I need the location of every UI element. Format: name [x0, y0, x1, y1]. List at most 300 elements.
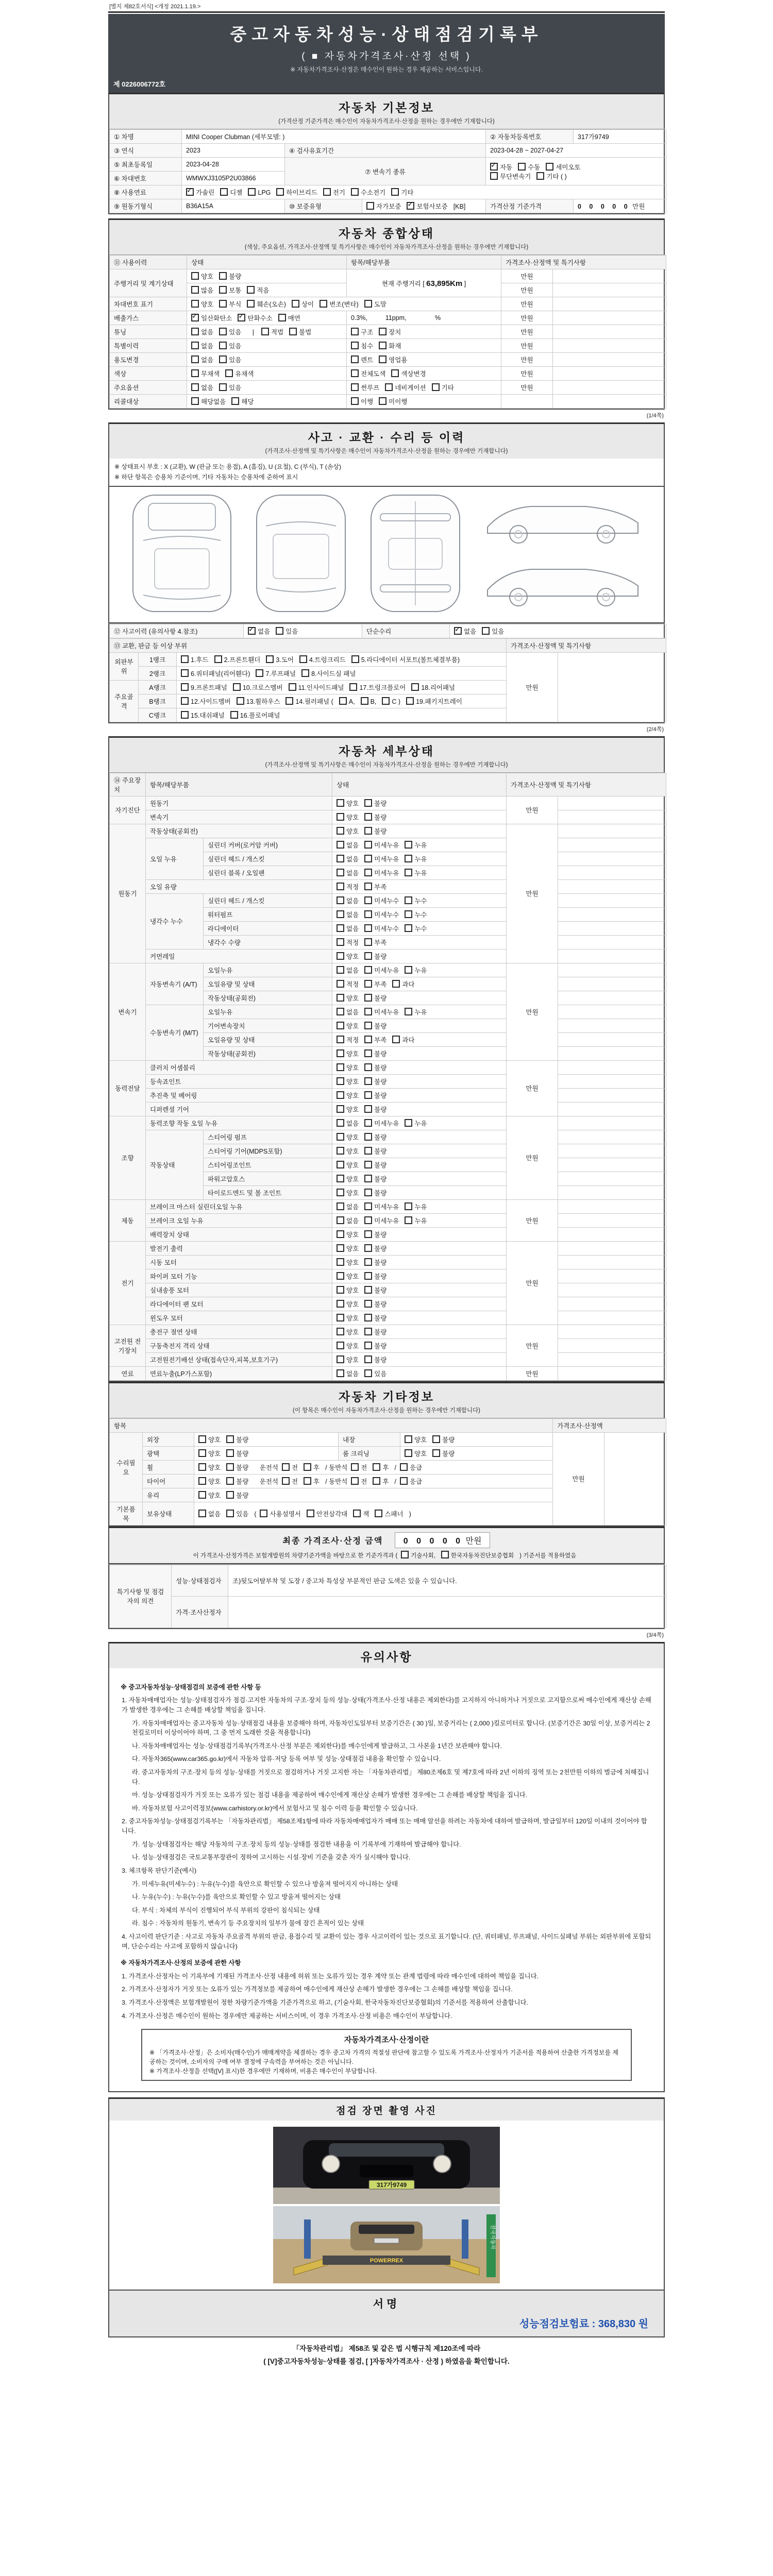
emission-options — [187, 311, 347, 325]
vin-mark-label: 차대번호 표기 — [110, 297, 187, 311]
detail-row — [110, 893, 666, 907]
price-cell: 만원 — [501, 367, 553, 381]
notice-line: ※ 자동차가격조사·산정의 보증에 관한 사항 — [121, 1959, 241, 1967]
checkbox-option: 미세누수 — [364, 896, 399, 905]
part-label: 타이로드엔드 및 볼 조인트 — [204, 1185, 332, 1199]
part-label: 실린더 헤드 / 개스킷 — [204, 852, 332, 866]
status-options — [332, 1046, 507, 1060]
unchecked-checkbox-icon — [351, 1477, 359, 1485]
status-options — [332, 1019, 507, 1032]
checkbox-option: 응급 — [400, 1463, 422, 1472]
fuel-label: ⑧ 사용연료 — [110, 185, 182, 199]
unchecked-checkbox-icon — [307, 1510, 314, 1517]
part-label: 발전기 출력 — [146, 1241, 332, 1255]
checkbox-option: 전기 — [323, 188, 345, 197]
checkbox-option: 불량 — [364, 1091, 386, 1100]
unchecked-checkbox-icon — [392, 980, 400, 988]
part-label: 배력장치 상태 — [146, 1227, 332, 1241]
checkbox-option: 양호 — [198, 1490, 221, 1500]
status-options — [332, 1172, 507, 1185]
device-group-label: 고전원 전기장치 — [110, 1325, 146, 1366]
accident-history-label: ⑫ 사고이력 (유의사항 4.참조) — [110, 624, 244, 638]
checkbox-option: 양호 — [337, 1160, 359, 1170]
price-definition-title: 자동차가격조사·산정이란 — [344, 2036, 429, 2045]
transmission-options — [486, 158, 666, 185]
rank1-options — [177, 652, 507, 666]
notice-line: 마. 성능·상태점검자가 거짓 또는 오류가 있는 점검 내용을 제공하여 매수인에게 재산상 손해가 발생한 경우에는 그 손해를 배상할 책임을 집니다. — [132, 1791, 528, 1799]
status-options — [332, 1032, 507, 1046]
checkbox-option: 양호 — [405, 1435, 427, 1444]
checkbox-option: C ) — [382, 697, 400, 705]
valid-label: ④ 검사유효기간 — [285, 144, 486, 158]
document-title: 중고자동차성능·상태점검기록부 — [230, 25, 543, 44]
note-cell — [558, 991, 666, 1005]
unchecked-checkbox-icon — [405, 1216, 412, 1224]
checkbox-option: 양호 — [337, 1174, 359, 1183]
checkbox-option: 누유 — [405, 1202, 427, 1211]
part-label: 동력조향 작동 오일 누유 — [146, 1116, 332, 1130]
unchecked-checkbox-icon — [214, 655, 222, 663]
unchecked-checkbox-icon — [364, 952, 372, 960]
unchecked-checkbox-icon — [337, 1355, 344, 1363]
special-history-options — [187, 339, 347, 353]
checkbox-option: 미세누유 — [364, 854, 399, 863]
unchecked-checkbox-icon — [289, 683, 296, 691]
unchecked-checkbox-icon — [391, 188, 399, 196]
checkbox-option: 불량 — [226, 1449, 248, 1458]
unchecked-checkbox-icon — [337, 869, 344, 876]
status-options — [332, 1311, 507, 1325]
price-cell: 만원 — [507, 1366, 558, 1380]
inspection-photos — [108, 2121, 665, 2291]
note-cell — [558, 921, 666, 935]
notice-line: 3. 체크항목 판단기준(예시) — [122, 1867, 197, 1874]
unchecked-checkbox-icon — [361, 697, 368, 705]
option-text: 이 가격조사·산정가격은 보험개발원의 차량기준가액을 바탕으로 한 기준가격과 ( — [193, 1552, 398, 1559]
row-emission — [110, 311, 666, 325]
unchecked-checkbox-icon — [198, 1435, 206, 1443]
exterior-options — [194, 1432, 339, 1446]
unchecked-checkbox-icon — [191, 286, 199, 294]
row-color — [110, 367, 666, 381]
baseprice-label: 가격산정 기준가격 — [486, 199, 574, 213]
detail-row — [110, 1227, 666, 1241]
checkbox-option: 미이행 — [379, 397, 407, 406]
unchecked-checkbox-icon — [266, 655, 274, 663]
note-cell — [558, 1283, 666, 1297]
detail-row — [110, 1005, 666, 1019]
checkbox-option: 양호 — [198, 1435, 221, 1444]
transmission-label: ⑦ 변속기 종류 — [285, 158, 486, 185]
part-label: 기어변속장치 — [204, 1019, 332, 1032]
checkbox-option: 수동 — [518, 162, 540, 172]
checkbox-option: 불량 — [364, 1272, 386, 1281]
car-diagram-svg — [119, 489, 654, 618]
unchecked-checkbox-icon — [337, 1202, 344, 1210]
document-subtitle: ( ■ 자동차가격조사·산정 선택 ) — [301, 51, 472, 62]
checkbox-option: 전 — [351, 1463, 367, 1472]
option-text: ( — [254, 1510, 257, 1518]
checkbox-option: 양호 — [337, 1244, 359, 1253]
status-options — [332, 1325, 507, 1338]
note-cell — [558, 1325, 666, 1338]
status-options — [332, 1269, 507, 1283]
baseprice-digits: 0 0 0 0 0 — [578, 203, 631, 210]
unchecked-checkbox-icon — [364, 994, 372, 1002]
unchecked-checkbox-icon — [364, 1369, 372, 1377]
section-etc-note: (이 항목은 매수인이 자동차가격조사·산정을 원하는 경우에만 기재합니다) — [293, 1407, 480, 1414]
unchecked-checkbox-icon — [337, 1189, 344, 1196]
etc-item-header: 항목 — [110, 1418, 553, 1432]
detail-row — [110, 1269, 666, 1283]
note-cell — [558, 1297, 666, 1311]
room-cleaning-label: 룸 크리닝 — [339, 1446, 400, 1460]
checked-checkbox-icon — [407, 202, 414, 210]
unchecked-checkbox-icon — [181, 655, 189, 663]
section-detail-note: (가격조사·산정액 및 특기사항은 매수인이 자동차가격조사·산정을 원하는 경우에만 기재합니다) — [265, 761, 508, 768]
unchecked-checkbox-icon — [276, 627, 283, 635]
section-detail-header — [108, 736, 665, 772]
unchecked-checkbox-icon — [261, 328, 269, 335]
checkbox-option: 양호 — [198, 1477, 221, 1486]
checkbox-option: 불량 — [226, 1477, 248, 1486]
note-cell — [558, 1019, 666, 1032]
checkbox-option: 기타 ( ) — [536, 172, 566, 181]
checkbox-option: 기술사회, — [401, 1551, 435, 1560]
checkbox-option: LPG — [248, 188, 271, 196]
unchecked-checkbox-icon — [337, 994, 344, 1002]
note-cell — [558, 907, 666, 921]
special-history-item-options — [347, 339, 501, 353]
fuel-options — [182, 185, 666, 199]
unchecked-checkbox-icon — [198, 1491, 206, 1499]
price-definition-box — [141, 2029, 632, 2081]
checkbox-option: 양호 — [337, 1063, 359, 1072]
option-text: 운전석 — [254, 1464, 278, 1471]
unchecked-checkbox-icon — [337, 1049, 344, 1057]
unchecked-checkbox-icon — [337, 924, 344, 932]
status-options — [332, 1255, 507, 1269]
unchecked-checkbox-icon — [226, 1491, 234, 1499]
checkbox-option: 미세누유 — [364, 1118, 399, 1128]
unchecked-checkbox-icon — [191, 355, 199, 363]
checkbox-option: 불량 — [364, 799, 386, 808]
part-label: 브레이크 오일 누유 — [146, 1213, 332, 1227]
checkbox-option: 자가보증 — [366, 201, 401, 211]
checkbox-option: A, — [339, 697, 355, 705]
interior-options — [400, 1432, 553, 1446]
option-text: ) 기준서를 적용하였음 — [519, 1552, 577, 1559]
color-label: 색상 — [110, 367, 187, 381]
checkbox-option: 불량 — [364, 1258, 386, 1267]
checkbox-option: 전체도색 — [351, 369, 385, 378]
note-cell — [558, 1074, 666, 1088]
unchecked-checkbox-icon — [405, 1202, 412, 1210]
unchecked-checkbox-icon — [337, 896, 344, 904]
device-group-label: 조향 — [110, 1116, 146, 1199]
price-cell: 만원 — [507, 796, 558, 824]
row-tuning — [110, 325, 666, 339]
checkbox-option: 8.사이드실 패널 — [301, 669, 356, 678]
checkbox-option: 불량 — [364, 1285, 386, 1295]
part-label: 오일유량 및 상태 — [204, 1032, 332, 1046]
note-cell — [558, 824, 666, 838]
unchecked-checkbox-icon — [231, 397, 239, 405]
unchecked-checkbox-icon — [351, 383, 359, 391]
status-options — [332, 1158, 507, 1172]
price-cell: 만원 — [501, 283, 553, 297]
wheel-label: 휠 — [143, 1460, 194, 1474]
checkbox-option: 14.필러패널 ( — [285, 697, 333, 706]
checkbox-option: 불량 — [364, 1341, 386, 1350]
signature-title: 서명 — [373, 2298, 400, 2311]
unchecked-checkbox-icon — [432, 1449, 440, 1457]
notice-line: 3. 가격조사·산정액은 보험개발원이 정한 차량기준가액을 기준가격으로 하고, (기술사회, 한국자동차진단보증협회)의 기준서를 적용하여 산출합니다. — [122, 1999, 529, 2007]
checkbox-option: 누수 — [405, 896, 427, 905]
note-cell — [553, 283, 666, 297]
unchecked-checkbox-icon — [405, 924, 412, 932]
unchecked-checkbox-icon — [339, 697, 347, 705]
unchecked-checkbox-icon — [364, 1272, 372, 1280]
checkbox-option: 불량 — [364, 1313, 386, 1323]
unchecked-checkbox-icon — [225, 369, 233, 377]
checkbox-option: 썬루프 — [351, 383, 379, 392]
unchecked-checkbox-icon — [219, 286, 227, 294]
device-group-label: 연료 — [110, 1366, 146, 1380]
note-cell — [558, 1172, 666, 1185]
checkbox-option: 훼손(오손) — [247, 299, 286, 309]
legend-line-1: ※ 상태표시 부호 : X (교환), W (판금 또는 용접), A (흠집), U (요철), C (부식), T (손상) — [114, 463, 341, 470]
note-cell — [558, 1144, 666, 1158]
section-basic-note: (가격산정 기준가격은 매수인이 자동차가격조사·산정을 원하는 경우에만 기재합니다) — [278, 118, 495, 125]
checkbox-option: 누유 — [405, 1007, 427, 1016]
vin-value: WMWXJ3105P2U03866 — [182, 172, 285, 185]
tire-label: 타이어 — [143, 1474, 194, 1488]
part-label: 오일누유 — [204, 1005, 332, 1019]
detail-row — [110, 1255, 666, 1269]
unchecked-checkbox-icon — [364, 883, 372, 890]
notice-line: 나. 누유(누수) : 누유(누수)를 육안으로 확인할 수 있고 방울져 떨어지는 상태 — [132, 1893, 341, 1901]
baseprice-value — [574, 199, 666, 213]
section-accident-title: 사고 · 교환 · 수리 등 이력 — [308, 431, 465, 444]
note-cell — [558, 1255, 666, 1269]
unchecked-checkbox-icon — [282, 1477, 290, 1485]
checkbox-option: 불량 — [226, 1490, 248, 1500]
unchecked-checkbox-icon — [400, 1477, 408, 1485]
checkbox-option: 6.쿼터패널(리어휀다) — [181, 669, 250, 678]
note-cell — [558, 1032, 666, 1046]
final-price-note — [109, 1551, 664, 1560]
final-price-block — [108, 1527, 665, 1564]
section-comprehensive-header — [108, 218, 665, 255]
top-rule — [108, 11, 665, 13]
unchecked-checkbox-icon — [337, 966, 344, 974]
note-cell — [558, 866, 666, 879]
unchecked-checkbox-icon — [364, 1105, 372, 1113]
warranty-label: ⑩ 보증유형 — [285, 199, 362, 213]
checkbox-option: ✓자동 — [490, 162, 512, 172]
note-cell — [553, 311, 666, 325]
hold-status-label: 보유상태 — [143, 1502, 194, 1525]
rankC-options — [177, 708, 507, 722]
checkbox-option: 양호 — [337, 993, 359, 1003]
unchecked-checkbox-icon — [276, 188, 284, 196]
unchecked-checkbox-icon — [247, 300, 255, 308]
checkbox-option: 없음 — [191, 383, 213, 392]
document-number: 제 0226006772호 — [113, 80, 166, 88]
item-subgroup-label: 작동상태 — [146, 1130, 204, 1199]
part-label: 실린더 헤드 / 개스킷 — [204, 893, 332, 907]
checkbox-option: 17.트렁크플로어 — [349, 683, 406, 692]
unchecked-checkbox-icon — [337, 883, 344, 890]
unchecked-checkbox-icon — [230, 711, 238, 719]
part-label: 작동상태(공회전) — [146, 824, 332, 838]
checkbox-option: 양호 — [337, 1341, 359, 1350]
car-name-label: ① 차명 — [110, 130, 182, 144]
price-definition-line: ※ 「가격조사·산정」은 소비자(매수인)가 매매계약을 체결하는 경우 중고차 가격의 적절성 판단에 참고할 수 있도록 가격조사·산정자가 기준서를 적용하여 산출한 가격정보를 제공하는 것이며, 소비자의 구매 여부 결정에 구속력을 부여하는 것은 아닙니다. — [149, 2049, 618, 2066]
firstreg-value: 2023-04-28 — [182, 158, 285, 172]
accident-history-row — [110, 624, 666, 638]
notice-line: 라. 침수 : 자동차의 원동기, 변속기 등 주요장치의 일부가 물에 잠긴 흔적이 있는 상태 — [132, 1920, 364, 1927]
page-marker-2: (2/4쪽) — [646, 726, 664, 733]
checkbox-option: 해당없음 — [191, 397, 226, 406]
unchecked-checkbox-icon — [351, 342, 359, 349]
mileage-value: 63,895Km — [426, 279, 463, 288]
checkbox-option: 양호 — [405, 1449, 427, 1458]
comprehensive-header-row — [110, 256, 666, 269]
checkbox-option: 적음 — [247, 285, 269, 295]
unchecked-checkbox-icon — [285, 697, 293, 705]
price-cell: 만원 — [507, 1060, 558, 1116]
unchecked-checkbox-icon — [233, 683, 241, 691]
part-label: 시동 모터 — [146, 1255, 332, 1269]
detail-row — [110, 949, 666, 963]
unchecked-checkbox-icon — [364, 1175, 372, 1182]
checkbox-option: 화재 — [379, 341, 401, 350]
unchecked-checkbox-icon — [337, 1300, 344, 1308]
usage-change-options — [187, 353, 347, 367]
exchange-header-row — [110, 638, 666, 652]
status-options — [332, 1130, 507, 1144]
etc-price-header: 가격조사·산정액 — [553, 1418, 666, 1432]
unchecked-checkbox-icon — [364, 1286, 372, 1294]
unchecked-checkbox-icon — [364, 896, 372, 904]
note-cell — [558, 1311, 666, 1325]
unchecked-checkbox-icon — [379, 355, 386, 363]
detail-row — [110, 1283, 666, 1297]
checkbox-option: 매연 — [278, 313, 300, 323]
checkbox-option: 1.후드 — [181, 655, 209, 664]
simple-repair-options — [450, 624, 666, 638]
polish-label: 광택 — [143, 1446, 194, 1460]
checkbox-option: 도말 — [364, 299, 386, 309]
unchecked-checkbox-icon — [247, 286, 255, 294]
unchecked-checkbox-icon — [405, 966, 412, 974]
unchecked-checkbox-icon — [366, 202, 374, 210]
unchecked-checkbox-icon — [351, 188, 359, 196]
notices-body — [108, 1668, 665, 2092]
note-cell — [558, 796, 666, 810]
unchecked-checkbox-icon — [546, 163, 553, 171]
price-cell: 만원 — [501, 325, 553, 339]
price-cell: 만원 — [507, 1325, 558, 1366]
glass-label: 유리 — [143, 1488, 194, 1502]
confirmation-statement — [108, 2337, 665, 2370]
device-group-label: 변속기 — [110, 963, 146, 1060]
checkbox-option: 적정 — [337, 938, 359, 947]
detail-row — [110, 1116, 666, 1130]
checkbox-option: 없음 — [337, 910, 359, 919]
checkbox-option: 세미오토 — [546, 162, 580, 172]
inspector-note-text: 조)뒷도어탈부착 및 도장 / 중고차 특성상 부분적인 판금 도색은 있을 수 있습니다. — [228, 1565, 666, 1596]
checkbox-option: 불량 — [364, 952, 386, 961]
part-label: 브레이크 마스터 실린더오일 누유 — [146, 1199, 332, 1213]
detail-row — [110, 1366, 666, 1380]
unchecked-checkbox-icon — [364, 1091, 372, 1099]
note-cell — [558, 893, 666, 907]
unchecked-checkbox-icon — [364, 1300, 372, 1308]
exchange-price-header: 가격조사·산정액 및 특기사항 — [507, 638, 666, 652]
checkbox-option: 누수 — [405, 924, 427, 933]
checkbox-option: 없음 — [337, 868, 359, 877]
checkbox-option: 19.패키지트레이 — [406, 697, 462, 706]
mileage-label: 주행거리 및 계기상태 — [110, 269, 187, 297]
checkbox-option: 후 — [304, 1463, 320, 1472]
status-options — [332, 1005, 507, 1019]
part-label: 변속기 — [146, 810, 332, 824]
checkbox-option: 후 — [373, 1477, 389, 1486]
unchecked-checkbox-icon — [364, 910, 372, 918]
unchecked-checkbox-icon — [198, 1477, 206, 1485]
checkbox-option: 양호 — [337, 1355, 359, 1364]
unchecked-checkbox-icon — [337, 1314, 344, 1321]
checkbox-option: 무단변속기 — [490, 172, 531, 181]
note-cell — [553, 395, 666, 409]
unchecked-checkbox-icon — [337, 1077, 344, 1085]
unchecked-checkbox-icon — [391, 369, 399, 377]
part-label: 커먼레일 — [146, 949, 332, 963]
checkbox-option: 4.트렁크리드 — [299, 655, 346, 664]
checkbox-option: 변조(변타) — [320, 299, 359, 309]
recall-item-options — [347, 395, 501, 409]
checkbox-option: 양호 — [337, 1021, 359, 1030]
checkbox-option: 부족 — [364, 1035, 386, 1044]
section-basic-title: 자동차 기본정보 — [339, 101, 434, 114]
row-appraiser-note — [110, 1596, 666, 1628]
mileage-amount-options — [187, 283, 347, 297]
note-cell — [553, 353, 666, 367]
option-text: 운전석 — [254, 1478, 278, 1485]
price-cell: 만원 — [507, 1241, 558, 1325]
unchecked-checkbox-icon — [405, 896, 412, 904]
checkbox-option: 불량 — [364, 1160, 386, 1170]
checkbox-option: 렌트 — [351, 355, 373, 364]
checkbox-option: 있음 — [364, 1369, 386, 1378]
part-label: 스티어링 펌프 — [204, 1130, 332, 1144]
unchecked-checkbox-icon — [405, 841, 412, 849]
title-band — [108, 14, 665, 93]
detail-row — [110, 1311, 666, 1325]
section-comprehensive-title: 자동차 종합상태 — [339, 227, 434, 240]
checkbox-option: 있음 — [219, 355, 241, 364]
checkbox-option: 양호 — [337, 1258, 359, 1267]
status-options — [332, 907, 507, 921]
unchecked-checkbox-icon — [349, 683, 357, 691]
checked-checkbox-icon — [490, 163, 498, 171]
main-options-item-options — [347, 381, 501, 395]
checkbox-option: 없음 — [191, 355, 213, 364]
status-options — [332, 866, 507, 879]
